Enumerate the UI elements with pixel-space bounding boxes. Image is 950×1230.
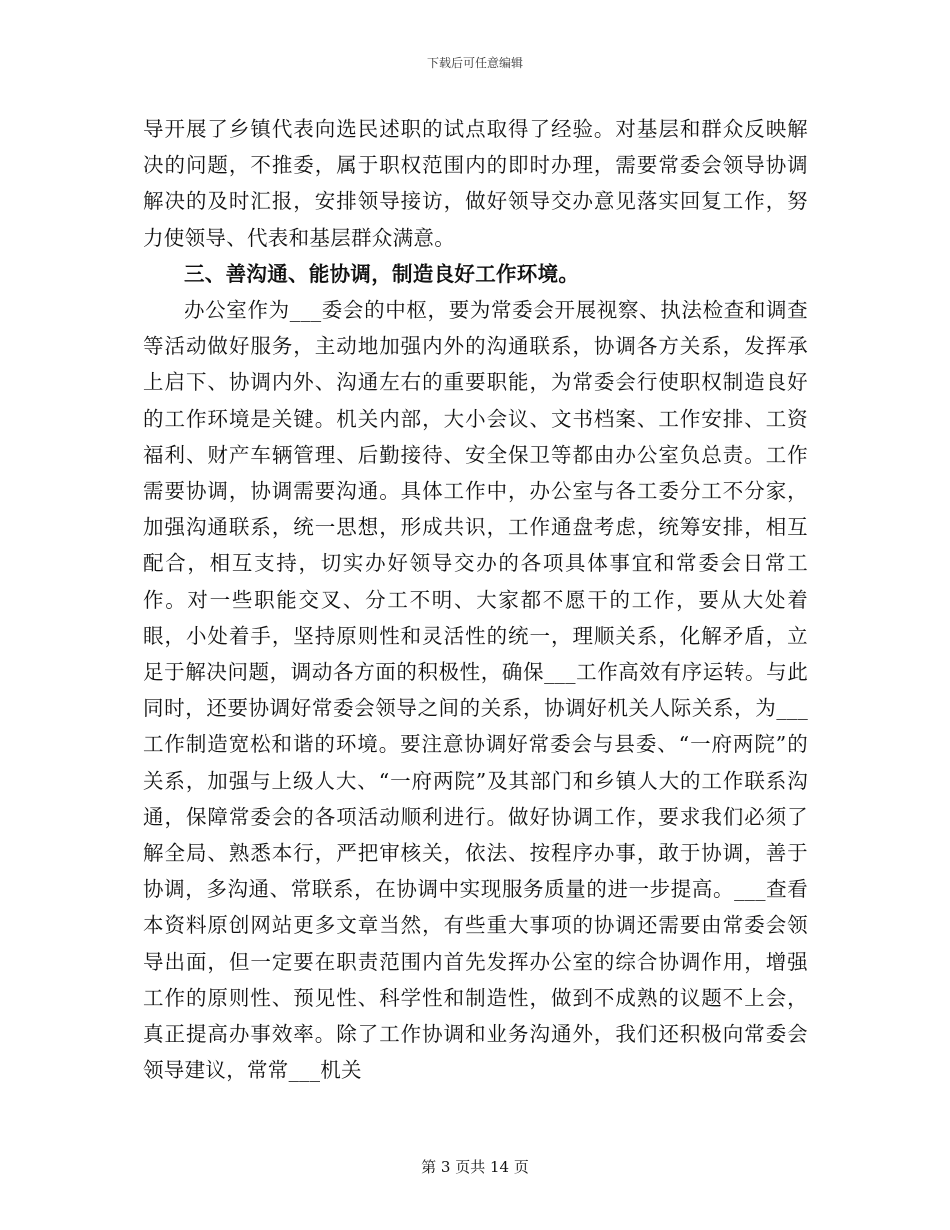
document-body <box>143 111 808 1088</box>
page-footer: 第 3 页共 14 页 <box>421 1158 529 1176</box>
paragraph-continuation: 导开展了乡镇代表向选民述职的试点取得了经验。对基层和群众反映解决的问题，不推委，属于职权范围内的即时办理，需要常委会领导协调解决的及时汇报，安排领导接访，做好领导交办意见落实回复工作，努力使领导、代表和基层群众满意。 <box>143 117 808 250</box>
paragraph-office-coordination: 办公室作为___委会的中枢，要为常委会开展视察、执法检查和调查等活动做好服务，主动地加强内外的沟通联系，协调各方关系，发挥承上启下、协调内外、沟通左右的重要职能，为常委会行使职权制造良好的工作环境是关键。机关内部，大小会议、文书档案、工作安排、工资福利、财产车辆管理、后勤接待、安全保卫等都由办公室负总责。工作需要协调，协调需要沟通。具体工作中，办公室与各工委分工不分家，加强沟通联系，统一思想，形成共识，工作通盘考虑，统筹安排，相互配合，相互支持，切实办好领导交办的各项具体事宜和常委会日常工作。对一些职能交叉、分工不明、大家都不愿干的工作，要从大处着眼，小处着手，坚持原则性和灵活性的统一，理顺关系，化解矛盾，立足于解决问题，调动各方面的积极性，确保___工作高效有序运转。与此同时，还要协调好常委会领导之间的关系，协调好机关人际关系，为___工作制造宽松和谐的环境。要注意协调好常委会与县委、“一府两院”的关系，加强与上级人大、“一府两院”及其部门和乡镇人大的工作联系沟通，保障常委会的各项活动顺利进行。做好协调工作，要求我们必须了解全局、熟悉本行，严把审核关，依法、按程序办事，敢于协调，善于协调，多沟通、常联系，在协调中实现服务质量的进一步提高。___查看本资料原创网站更多文章当然，有些重大事项的协调还需要由常委会领导出面，但一定要在职责范围内首先发挥办公室的综合协调作用，增强工作的原则性、预见性、科学性和制造性，做到不成熟的议题不上会，真正提高办事效率。除了工作协调和业务沟通外，我们还积极向常委会领导建议，常常___机关 <box>143 298 808 1083</box>
page-header: 下载后可任意编辑 <box>426 56 523 70</box>
section-heading: 三、善沟通、能协调，制造良好工作环境。 <box>184 261 580 286</box>
